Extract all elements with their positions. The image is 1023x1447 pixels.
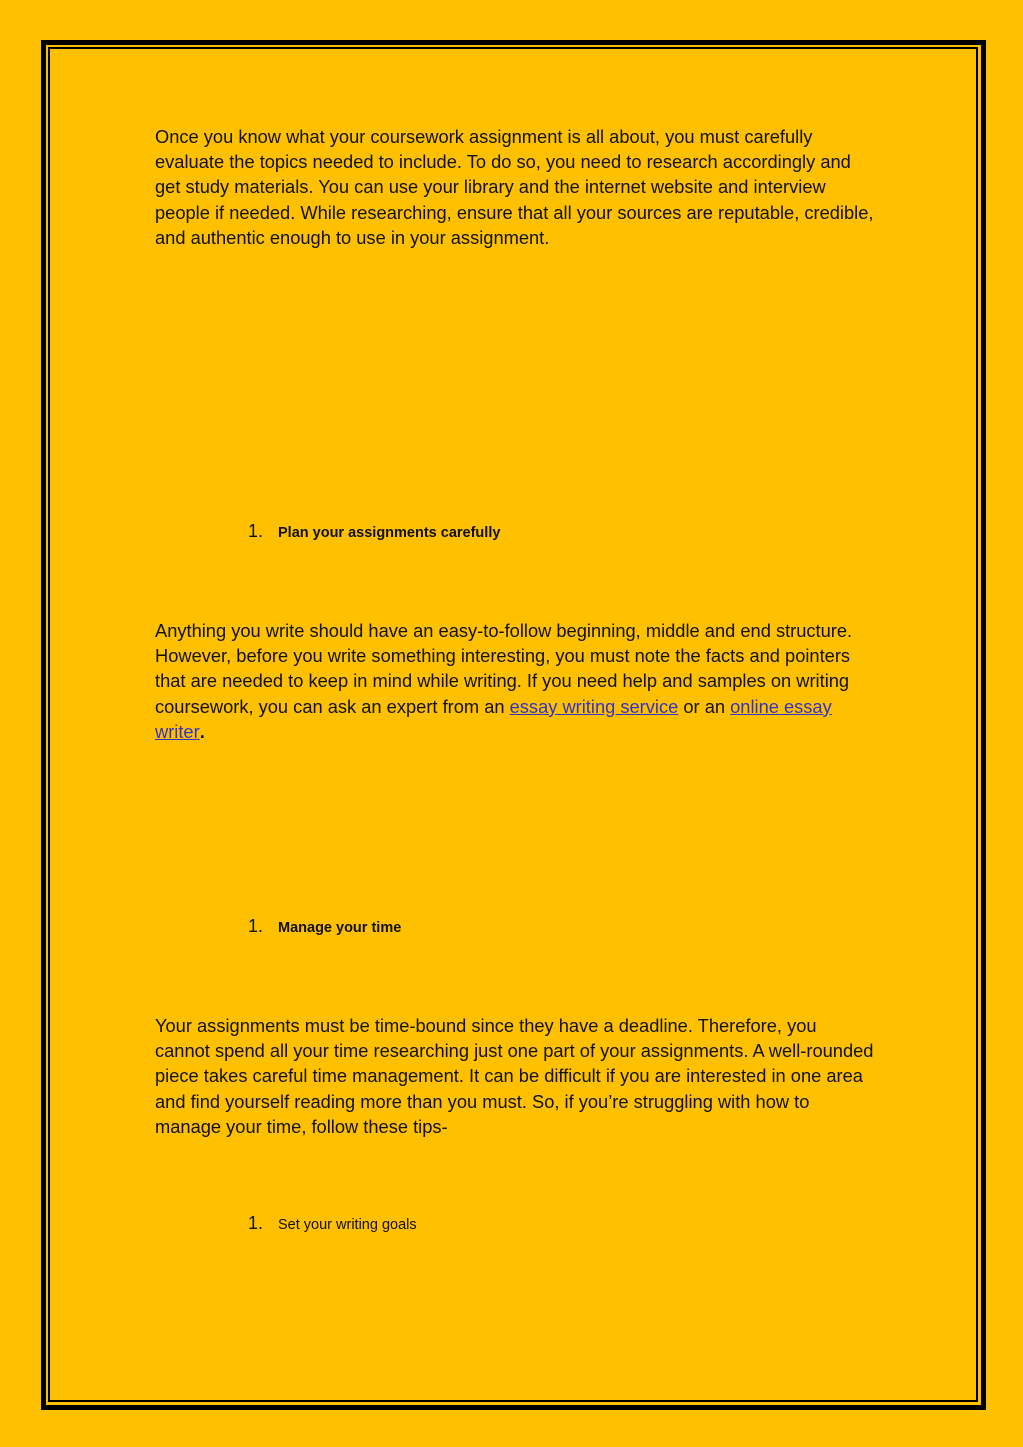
list-item-label: Set your writing goals [278, 1217, 417, 1233]
essay-writing-service-link[interactable]: essay writing service [509, 695, 679, 717]
paragraph-structure [155, 618, 875, 744]
list-number: 1. [248, 1213, 264, 1233]
paragraph-text: Anything you write should have an easy-to-follow beginning, middle and end structure. However, before you write something interesting, you must note the facts and pointers that are needed to keep in mind while writing. If you need help and samples on writing coursework, you can ask an expert from an [155, 620, 853, 717]
paragraph-period: . [199, 720, 205, 742]
paragraph-time-bound: Your assignments must be time-bound since they have a deadline. Therefore, you cannot spend all your time researching just one part of your assignments. A well-rounded piece takes careful time management. It can be difficult if you are interested in one area and find yourself reading more than you must. So, if you’re struggling with how to manage your time, follow these tips- [155, 1015, 874, 1137]
online-essay-writer-link[interactable]: online essay writer [155, 695, 832, 742]
list-item-manage-time [248, 916, 401, 937]
list-item-label: Plan your assignments carefully [278, 525, 501, 541]
paragraph-text: or an [678, 695, 731, 717]
list-number: 1. [248, 521, 264, 541]
list-item-writing-goals [248, 1213, 417, 1234]
list-item-plan [248, 521, 500, 542]
list-item-label: Manage your time [278, 920, 402, 936]
list-number: 1. [248, 916, 264, 936]
paragraph-research: Once you know what your coursework assignment is all about, you must carefully evaluate the topics needed to include. To do so, you need to research accordingly and get study materials. You can use your library and the internet website and interview people if needed. While researching, ensure that all your sources are reputable, credible, and authentic enough to use in your assignment. [155, 126, 874, 248]
